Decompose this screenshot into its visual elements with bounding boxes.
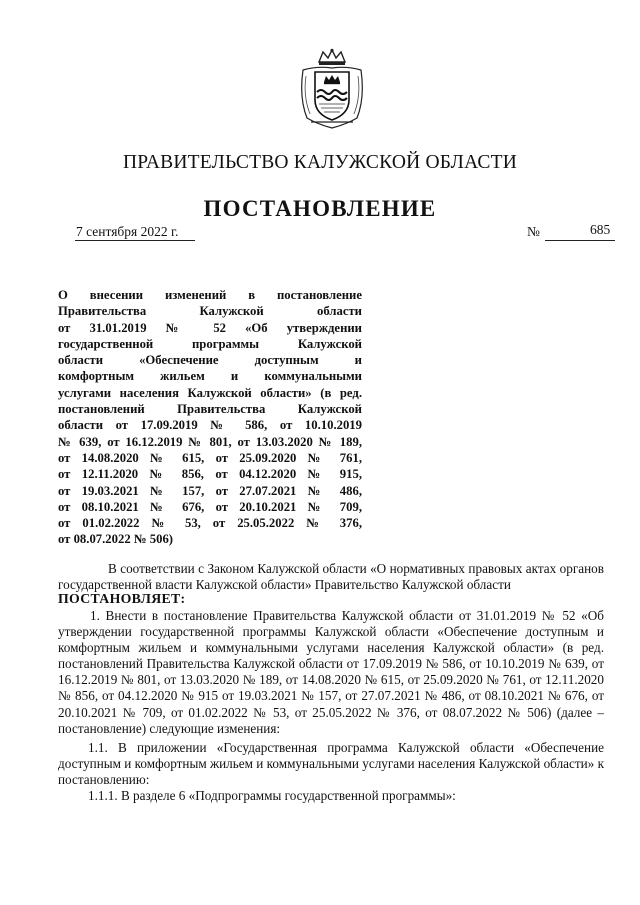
subject-line: от 01.02.2022 № 53, от 25.05.2022 № 376, (58, 516, 362, 531)
document-number: 685 (590, 222, 611, 237)
subject-line: от 12.11.2020 № 856, от 04.12.2020 № 915, (58, 467, 362, 482)
organization-title: ПРАВИТЕЛЬСТВО КАЛУЖСКОЙ ОБЛАСТИ (123, 152, 517, 173)
subject-line: № 639, от 16.12.2019 № 801, от 13.03.2020 № 189, (58, 434, 362, 449)
item-1-1-paragraph: 1.1. В приложении «Государственная программа Калужской области «Обеспечение доступным и комфортным жильем и коммунальными услугами населения Калужской области» к постановлению: (58, 740, 604, 788)
document-type: ПОСТАНОВЛЕНИЕ (203, 196, 437, 221)
subject-line: комфортным жильем и коммунальными (58, 369, 362, 384)
preamble-paragraph: В соответствии с Законом Калужской области «О нормативных правовых актах органов государственной власти Калужской области» Правительство Калужской области (58, 561, 604, 593)
subject-line: области «Обеспечение доступным и (58, 353, 362, 368)
subject-line: от 14.08.2020 № 615, от 25.09.2020 № 761, (58, 450, 362, 465)
subject-line: О внесении изменений в постановление (58, 288, 362, 302)
subject-line: государственной программы Калужской (58, 336, 362, 351)
subject-line: от 31.01.2019 № 52 «Об утверждении (58, 320, 362, 335)
document-date: 7 сентября 2022 г. (76, 224, 179, 239)
date-underline (75, 240, 195, 241)
subject-line: от 19.03.2021 № 157, от 27.07.2021 № 486, (58, 483, 362, 498)
subject-line: услугами населения Калужской области» (в ред. (58, 385, 362, 400)
subject-line: области от 17.09.2019 № 586, от 10.10.2019 (58, 418, 362, 433)
decree-word: ПОСТАНОВЛЯЕТ: (58, 591, 186, 606)
subject-line: от 08.10.2021 № 676, от 20.10.2021 № 709, (58, 499, 362, 514)
number-label: № (527, 224, 540, 239)
item-1-1-1-paragraph: 1.1.1. В разделе 6 «Подпрограммы государственной программы»: (88, 788, 456, 803)
number-underline (545, 240, 615, 241)
subject-line: от 08.07.2022 № 506) (58, 532, 174, 547)
subject-line: Правительства Калужской области (58, 304, 362, 319)
subject-line: постановлений Правительства Калужской (58, 402, 362, 417)
document-subject (58, 287, 362, 548)
item-1-paragraph: 1. Внести в постановление Правительства Калужской области от 31.01.2019 № 52 «Об утверждении государственной программы Калужской области «Обеспечение доступным и комфортным жильем и коммунальными услугами населения Калужской области» (в ред. постановлений Правительства Калужской области от 17.09.2019 № 586, от 10.10.2019 № 639, от 16.12.2019 № 801, от 13.03.2020 № 189, от 14.08.2020 № 615, от 25.09.2020 № 761, от 12.11.2020 № 856, от 04.12.2020 № 915 от 19.03.2021 № 157, от 27.07.2021 № 486, от 08.10.2021 № 676, от 20.10.2021 № 709, от 01.02.2022 № 53, от 25.05.2022 № 376, от 08.07.2022 № 506) (далее – постановление) следующие изменения: (58, 608, 604, 736)
coat-of-arms-icon (297, 48, 367, 130)
